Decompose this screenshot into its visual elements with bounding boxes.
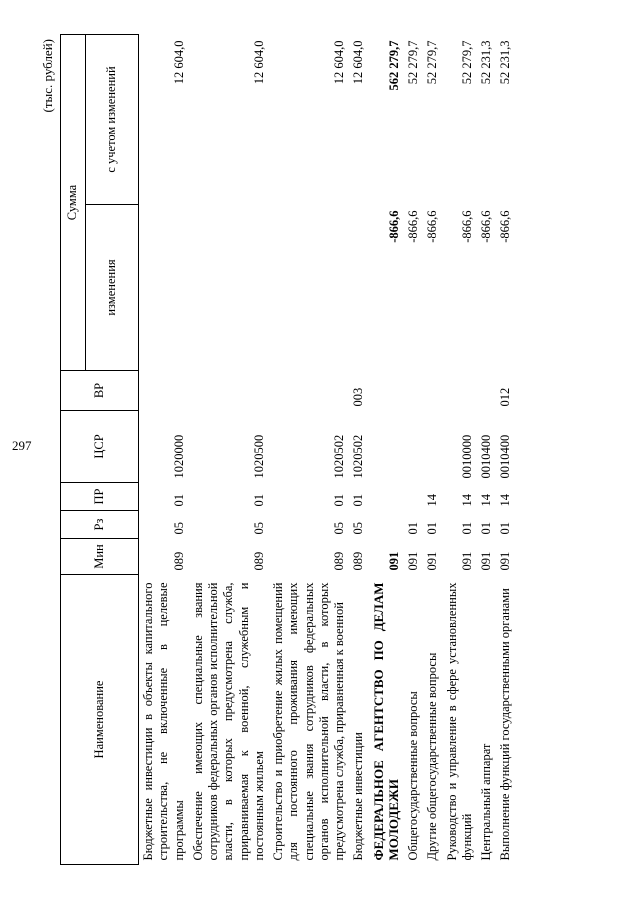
row-csr	[423, 411, 442, 483]
row-pr: 14	[425, 494, 440, 507]
row-changes	[139, 205, 189, 371]
row-csr: 1020502	[351, 434, 366, 479]
row-rz: 05	[332, 522, 346, 535]
row-min: 091	[406, 551, 421, 571]
table-row	[443, 35, 478, 865]
row-csr: 1020502	[332, 434, 346, 479]
col-header-pr: ПР	[61, 483, 139, 511]
row-vr	[269, 371, 349, 411]
table-row	[139, 35, 189, 865]
col-header-with-changes: с учетом изменений	[86, 35, 139, 205]
row-vr	[139, 371, 189, 411]
table-row	[404, 35, 423, 865]
row-min: 091	[459, 551, 474, 571]
row-csr	[404, 411, 423, 483]
row-vr	[369, 371, 405, 411]
row-pr: 14	[498, 494, 513, 507]
col-header-min: Мин	[61, 539, 139, 575]
row-changes: -866,6	[498, 210, 513, 243]
table-row	[496, 35, 515, 865]
row-total: 52 279,7	[406, 40, 421, 85]
table-row	[477, 35, 496, 865]
row-total: 52 279,7	[425, 40, 440, 85]
row-vr	[443, 371, 478, 411]
row-pr: 01	[332, 494, 346, 507]
row-vr	[423, 371, 442, 411]
row-min: 089	[171, 551, 186, 571]
row-pr: 14	[479, 494, 494, 507]
row-total: 52 231,3	[479, 40, 494, 85]
row-name: Центральный аппарат	[479, 743, 494, 861]
row-rz: 01	[479, 522, 494, 535]
row-csr: 1020500	[251, 434, 266, 479]
row-changes: -866,6	[425, 210, 440, 243]
table-row	[349, 35, 368, 865]
row-name: Бюджетные инвестиции в объекты капитального строительства, не включенные в целевые программы	[141, 582, 186, 861]
row-min: 091	[386, 551, 401, 571]
row-name: Общегосударственные вопросы	[406, 691, 421, 861]
row-changes: -866,6	[406, 210, 421, 243]
row-pr	[404, 483, 423, 511]
row-pr	[369, 483, 405, 511]
row-min: 089	[332, 551, 346, 571]
row-name: Обеспечение имеющих специальные звания сотрудников федеральных органов исполнительной власти, в которых предусмотрена служба, приравниваемая к военной, служебным и постоянным жильем	[190, 582, 266, 861]
table-row	[269, 35, 349, 865]
row-name: Руководство и управление в сфере установленных функций	[444, 582, 474, 861]
row-changes	[269, 205, 349, 371]
row-rz: 01	[498, 522, 513, 535]
row-total: 12 604,0	[171, 40, 186, 85]
row-total: 52 231,3	[498, 40, 513, 85]
row-total: 12 604,0	[332, 40, 346, 85]
row-total: 12 604,0	[251, 40, 266, 85]
col-header-changes: изменения	[86, 205, 139, 371]
row-total: 12 604,0	[351, 40, 366, 85]
row-rz: 01	[459, 522, 474, 535]
row-changes	[349, 205, 368, 371]
row-rz: 01	[425, 522, 440, 535]
row-total: 52 279,7	[459, 40, 474, 85]
row-name: Другие общегосударственные вопросы	[425, 652, 440, 861]
row-name: Бюджетные инвестиции	[351, 732, 366, 861]
row-name: Выполнение функций государственными органами	[498, 588, 513, 861]
row-csr: 0010400	[498, 434, 513, 479]
col-header-vr: ВР	[61, 371, 139, 411]
row-changes: -866,6	[479, 210, 494, 243]
row-changes: -866,6	[386, 210, 401, 243]
row-csr	[369, 411, 405, 483]
row-csr: 1020000	[171, 434, 186, 479]
col-header-name: Наименование	[61, 575, 139, 865]
page-number: 297	[12, 438, 32, 453]
row-min: 091	[425, 551, 440, 571]
row-vr: 012	[498, 387, 513, 407]
table-row	[423, 35, 442, 865]
row-rz	[369, 511, 405, 539]
header-row-top	[61, 35, 86, 865]
row-vr	[189, 371, 269, 411]
row-min: 091	[479, 551, 494, 571]
row-changes: -866,6	[459, 210, 474, 243]
row-pr: 01	[351, 494, 366, 507]
row-changes	[189, 205, 269, 371]
row-pr: 14	[459, 494, 474, 507]
budget-table	[60, 34, 516, 865]
row-vr: 003	[351, 387, 366, 407]
row-rz: 01	[406, 522, 421, 535]
row-vr	[477, 371, 496, 411]
col-header-csr: ЦСР	[61, 411, 139, 483]
row-vr	[404, 371, 423, 411]
row-pr: 01	[251, 494, 266, 507]
row-rz: 05	[171, 522, 186, 535]
row-min: 089	[351, 551, 366, 571]
table-row	[369, 35, 405, 865]
row-name: ФЕДЕРАЛЬНОЕ АГЕНТСТВО ПО ДЕЛАМ МОЛОДЕЖИ	[370, 582, 402, 861]
units-label: (тыс. рублей)	[40, 39, 55, 113]
rotated-page	[38, 35, 578, 865]
row-csr: 0010400	[479, 434, 494, 479]
row-min: 089	[251, 551, 266, 571]
row-total: 562 279,7	[386, 40, 401, 91]
row-name: Строительство и приобретение жилых помещений для постоянного проживания имеющих специальные звания сотрудников федеральных органов исполнительной власти, в которых предусмотрена служба, приравненная к военной	[271, 582, 346, 861]
row-csr: 0010000	[459, 434, 474, 479]
row-rz: 05	[251, 522, 266, 535]
row-pr: 01	[171, 494, 186, 507]
col-header-rz: Рз	[61, 511, 139, 539]
col-header-sum: Сумма	[61, 35, 86, 371]
row-min: 091	[498, 551, 513, 571]
table-row	[189, 35, 269, 865]
row-rz: 05	[351, 522, 366, 535]
